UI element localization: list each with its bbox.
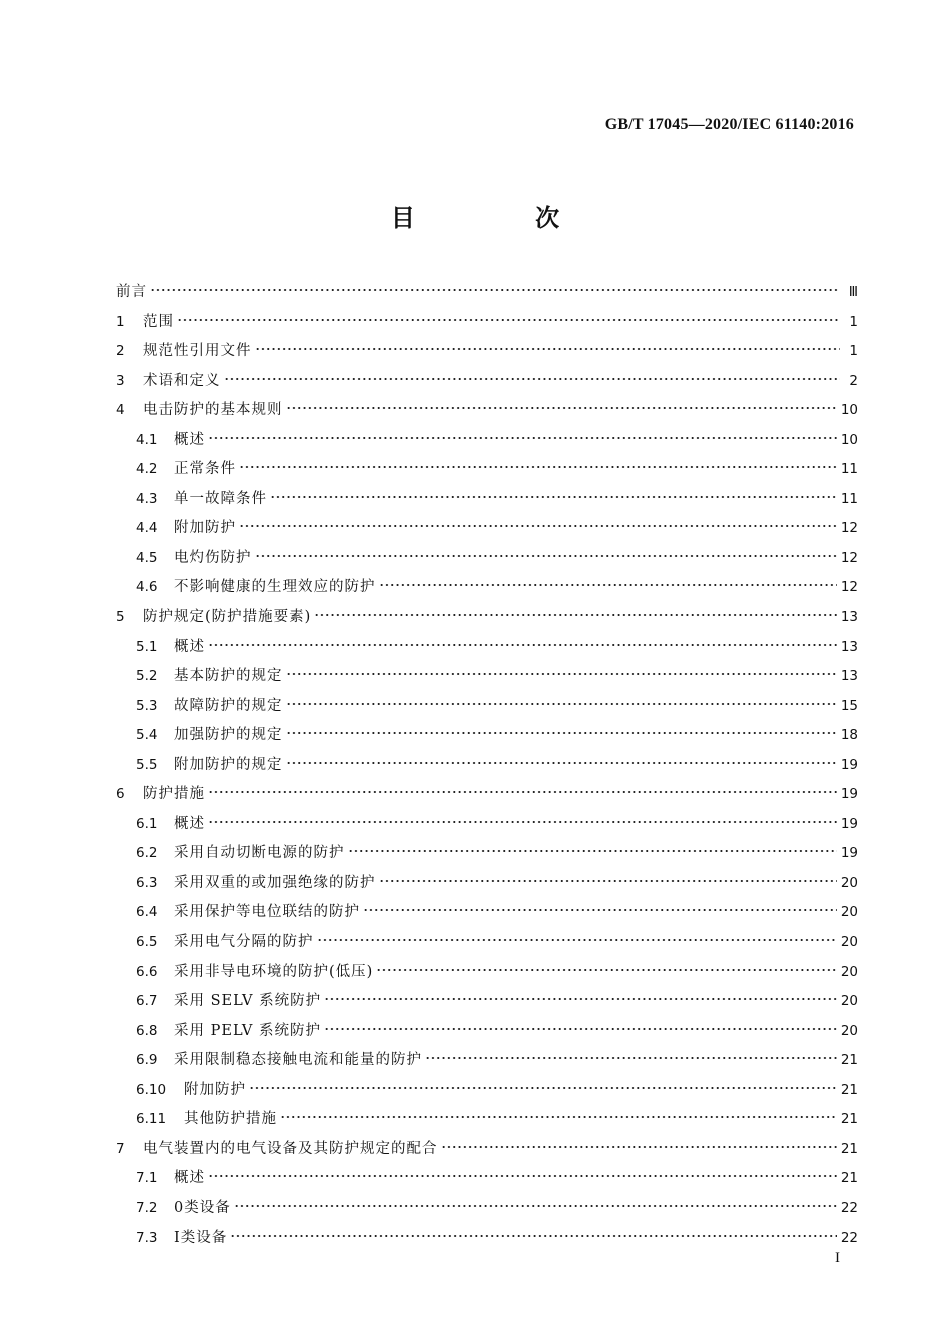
toc-entry-title: 规范性引用文件 [143,343,252,360]
toc-entry-number: 7.1 [136,1170,158,1187]
dot-leader [208,436,837,440]
toc-entry[interactable] [116,958,858,988]
toc-entry-number: 4.3 [136,490,158,507]
toc-entry-number: 7 [116,1140,125,1157]
toc-entry-title: 概述 [174,431,205,448]
toc-entry-page: 12 [840,579,858,596]
toc-entry-title: 单一故障条件 [174,490,267,507]
toc-entry-title: 防护规定(防护措施要素) [143,609,312,626]
toc-entry-number: 5.4 [136,727,158,744]
toc-entry-number: 5.2 [136,668,158,685]
toc-entry-title: 采用电气分隔的防护 [174,934,314,951]
toc-entry-number: 4.4 [136,520,158,537]
toc-entry-title: 采用保护等电位联结的防护 [174,904,360,921]
toc-entry-title: 防护措施 [143,786,205,803]
toc-entry-page: 22 [840,1199,858,1216]
toc-entry-page: 19 [840,845,858,862]
toc-entry-page: 20 [840,934,858,951]
toc-entry[interactable] [116,721,858,751]
toc-entry-title: 术语和定义 [143,372,221,389]
toc-entry-page: Ⅲ [848,284,858,300]
toc-entry-number: 5.1 [136,638,158,655]
toc-entry-page: 12 [840,549,858,566]
toc-entry-title: 0类设备 [174,1199,231,1216]
toc-entry-number: 6.9 [136,1052,158,1069]
toc-entry-page: 13 [840,638,858,655]
toc-entry-page: 20 [840,874,858,891]
toc-entry-number: 5.3 [136,697,158,714]
toc-entry-page: 13 [840,609,858,626]
toc-entry-page: 1 [849,343,858,360]
table-of-contents [116,278,858,1253]
toc-entry-number: 6.1 [136,815,158,832]
toc-entry-page: 2 [849,372,858,389]
toc-entry[interactable] [116,455,858,485]
toc-entry[interactable] [116,1076,858,1106]
toc-entry[interactable] [116,780,858,810]
toc-entry[interactable] [116,308,858,338]
toc-entry[interactable] [116,987,858,1017]
dot-leader [249,1086,837,1090]
toc-entry[interactable] [116,1046,858,1076]
toc-entry-number: 6 [116,786,125,803]
standard-code: GB/T 17045—2020/IEC 61140:2016 [604,116,854,133]
toc-entry-title: 采用非导电环境的防护(低压) [174,963,374,980]
toc-entry-title: 概述 [174,815,205,832]
toc-entry-title: 基本防护的规定 [174,668,283,685]
toc-entry-page: 15 [840,697,858,714]
toc-entry-page: 1 [849,313,858,330]
toc-entry-page: 21 [840,1170,858,1187]
toc-entry-title: 正常条件 [174,461,236,478]
dot-leader [177,318,840,322]
dot-leader [286,761,837,765]
toc-entry[interactable] [116,1135,858,1165]
toc-entry[interactable] [116,396,858,426]
dot-leader [255,347,841,351]
toc-entry[interactable] [116,662,858,692]
toc-entry-page: 11 [840,490,858,507]
toc-entry-number: 7.3 [136,1229,158,1246]
toc-entry-title: 其他防护措施 [184,1111,277,1128]
toc-entry-page: 20 [840,993,858,1010]
toc-entry-title: 电灼伤防护 [174,549,252,566]
toc-entry[interactable] [116,869,858,899]
toc-entry[interactable] [116,1017,858,1047]
toc-entry-page: 10 [840,431,858,448]
toc-entry-page: 19 [840,815,858,832]
toc-entry-title: 故障防护的规定 [174,697,283,714]
toc-entry-number: 6.4 [136,904,158,921]
dot-leader [239,465,837,469]
toc-entry-page: 22 [840,1229,858,1246]
dot-leader [441,1145,837,1149]
toc-entry-page: 13 [840,668,858,685]
toc-entry[interactable] [116,426,858,456]
toc-entry[interactable] [116,485,858,515]
dot-leader [314,613,836,617]
toc-entry-title: 概述 [174,638,205,655]
toc-entry[interactable] [116,751,858,781]
toc-entry[interactable] [116,337,858,367]
toc-entry[interactable] [116,692,858,722]
toc-entry-page: 21 [840,1140,858,1157]
toc-entry-title: 采用双重的或加强绝缘的防护 [174,874,376,891]
toc-entry-number: 4.6 [136,579,158,596]
page-title: 目 次 [390,203,616,232]
dot-leader [280,1115,837,1119]
toc-entry-title: 范围 [143,313,174,330]
toc-entry[interactable] [116,573,858,603]
toc-entry-number: 6.8 [136,1022,158,1039]
dot-leader [270,495,837,499]
toc-entry-title: Ⅰ类设备 [174,1229,228,1246]
toc-entry-number: 3 [116,372,125,389]
toc-entry-page: 21 [840,1052,858,1069]
dot-leader [208,1174,837,1178]
dot-leader [348,849,837,853]
toc-entry[interactable] [116,603,858,633]
toc-entry-title: 电气装置内的电气设备及其防护规定的配合 [143,1140,438,1157]
dot-leader [379,583,837,587]
toc-entry-title: 概述 [174,1170,205,1187]
toc-entry-number: 4.1 [136,431,158,448]
toc-entry-title: 采用限制稳态接触电流和能量的防护 [174,1052,422,1069]
dot-leader [379,879,837,883]
toc-entry-number: 4.5 [136,549,158,566]
toc-entry-title: 电击防护的基本规则 [143,402,283,419]
toc-entry-title: 附加防护 [174,520,236,537]
dot-leader [324,1027,837,1031]
toc-entry-page: 19 [840,756,858,773]
toc-entry-title: 采用自动切断电源的防护 [174,845,345,862]
toc-entry-number: 4 [116,402,125,419]
dot-leader [324,997,837,1001]
toc-entry-number: 5 [116,609,125,626]
dot-leader [208,790,837,794]
toc-entry-page: 10 [840,402,858,419]
toc-entry[interactable] [116,544,858,574]
dot-leader [286,406,837,410]
dot-leader [363,908,837,912]
toc-entry[interactable] [116,1194,858,1224]
toc-entry-page: 18 [840,727,858,744]
toc-entry-title: 采用 PELV 系统防护 [174,1022,321,1039]
toc-entry[interactable] [116,898,858,928]
toc-entry-number: 6.10 [136,1081,167,1098]
toc-entry-title: 前言 [116,284,147,300]
toc-entry-number: 6.5 [136,934,158,951]
toc-entry-number: 1 [116,313,125,330]
toc-entry-page: 20 [840,1022,858,1039]
toc-entry-number: 5.5 [136,756,158,773]
toc-entry-number: 4.2 [136,461,158,478]
toc-entry-page: 11 [840,461,858,478]
dot-leader [286,702,837,706]
toc-entry-page: 21 [840,1081,858,1098]
dot-leader [255,554,837,558]
toc-entry-title: 附加防护 [184,1081,246,1098]
toc-entry[interactable] [116,514,858,544]
toc-entry-number: 6.2 [136,845,158,862]
toc-entry-page: 20 [840,904,858,921]
toc-entry-number: 7.2 [136,1199,158,1216]
toc-entry[interactable] [116,1224,858,1254]
dot-leader [224,377,841,381]
dot-leader [234,1204,837,1208]
page-number: I [835,1250,840,1266]
dot-leader [239,524,837,528]
toc-entry[interactable] [116,810,858,840]
dot-leader [150,288,840,292]
toc-entry[interactable] [116,1105,858,1135]
toc-entry-number: 6.6 [136,963,158,980]
toc-entry[interactable] [116,278,858,308]
toc-entry[interactable] [116,367,858,397]
toc-entry-page: 12 [840,520,858,537]
toc-entry-number: 6.3 [136,874,158,891]
dot-leader [286,672,837,676]
dot-leader [208,643,837,647]
dot-leader [376,968,836,972]
toc-entry[interactable] [116,633,858,663]
toc-entry-title: 加强防护的规定 [174,727,283,744]
toc-entry-page: 20 [840,963,858,980]
toc-entry-title: 不影响健康的生理效应的防护 [174,579,376,596]
toc-entry-title: 附加防护的规定 [174,756,283,773]
toc-entry[interactable] [116,839,858,869]
dot-leader [208,820,837,824]
dot-leader [286,731,837,735]
toc-entry[interactable] [116,928,858,958]
dot-leader [425,1056,837,1060]
dot-leader [317,938,837,942]
toc-entry[interactable] [116,1164,858,1194]
toc-entry-number: 6.7 [136,993,158,1010]
toc-entry-number: 2 [116,343,125,360]
toc-entry-page: 21 [840,1111,858,1128]
dot-leader [230,1234,837,1238]
toc-entry-page: 19 [840,786,858,803]
toc-entry-number: 6.11 [136,1111,167,1128]
toc-entry-title: 采用 SELV 系统防护 [174,993,322,1010]
